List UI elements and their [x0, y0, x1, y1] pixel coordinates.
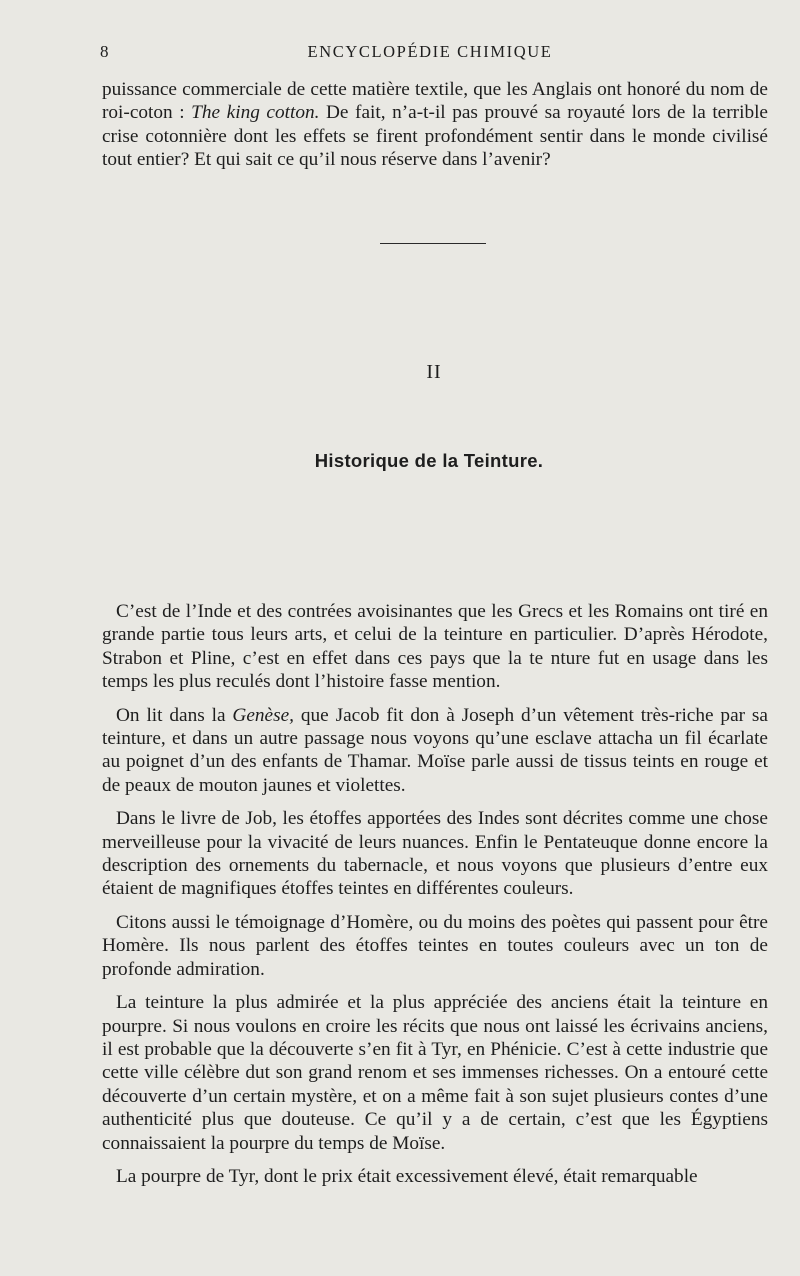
intro-text	[102, 78, 768, 182]
intro-paragraph	[102, 78, 768, 172]
page-header	[100, 42, 760, 68]
paragraph-5: La teinture la plus admirée et la plus appréciée des anciens était la teinture en pourpre. Si nous voulons en croire les récits que nous ont laissé les écrivains anciens, il est probable que la découverte s’en fit à Tyr, en Phénicie. C’est à cette industrie que cette ville célèbre dut son grand renom et ses immenses richesses. On a entouré cette découverte d’un certain mystère, et on a même fait à son sujet plusieurs contes d’une authenticité plus que douteuse. Ce qu’il y a de certain, c’est que les Égyptiens connaissaient la pourpre du temps de Moïse.	[102, 992, 768, 1154]
paragraph-2	[102, 704, 768, 798]
intro-italic: The king cotton.	[191, 102, 320, 124]
section-divider	[380, 243, 486, 244]
intro-text-start: puissance commerciale de cette matière textile, que les Anglais ont honoré du nom de roi-coton :	[102, 79, 768, 124]
page-number: 8	[100, 42, 109, 61]
paragraph-2-end: que Jacob fit don à Joseph d’un vêtement très-riche par sa teinture, et dans un autre passage nous voyons qu’une esclave attacha un fil écarlate au poignet d’un des enfants de Thamar. Moïse parle aussi de tissus teints en rouge et de peaux de mouton jaunes et violettes.	[102, 704, 768, 796]
running-title: ENCYCLOPÉDIE CHIMIQUE	[307, 42, 553, 61]
paragraph-6: La pourpre de Tyr, dont le prix était excessivement élevé, était remarquable	[116, 1165, 698, 1187]
section-title: Historique de la Teinture.	[314, 450, 544, 471]
body-text	[102, 600, 768, 1198]
paragraph-2-start: On lit dans la	[116, 704, 233, 726]
intro-text-end: De fait, n’a-t-il pas prouvé sa royauté lors de la terrible crise cotonnière dont les effets se firent profondément sentir dans le monde civilisé tout entier? Et qui sait ce qu’il nous réserve dans l’avenir?	[102, 102, 768, 171]
paragraph-3: Dans le livre de Job, les étoffes apportées des Indes sont décrites comme une chose merveilleuse pour la vivacité de leurs nuances. Enfin le Pentateuque donne encore la description des ornements du tabernacle, et nous voyons que plusieurs d’entre eux étaient de magnifiques étoffes teintes en différentes couleurs.	[102, 808, 768, 900]
genese-italic: Genèse,	[232, 704, 294, 726]
paragraph-4: Citons aussi le témoignage d’Homère, ou du moins des poètes qui passent pour être Homère. Ils nous parlent des étoffes teintes en toutes couleurs avec un ton de profonde admiration.	[102, 911, 768, 980]
section-numeral: II	[426, 361, 442, 383]
paragraph-1: C’est de l’Inde et des contrées avoisinantes que les Grecs et les Romains ont tiré en grande partie tous leurs arts, et celui de la teinture en particulier. D’après Hérodote, Strabon et Pline, c’est en effet dans ces pays que la te nture fut en usage dans les temps les plus reculés dont l’histoire fasse mention.	[102, 601, 768, 693]
